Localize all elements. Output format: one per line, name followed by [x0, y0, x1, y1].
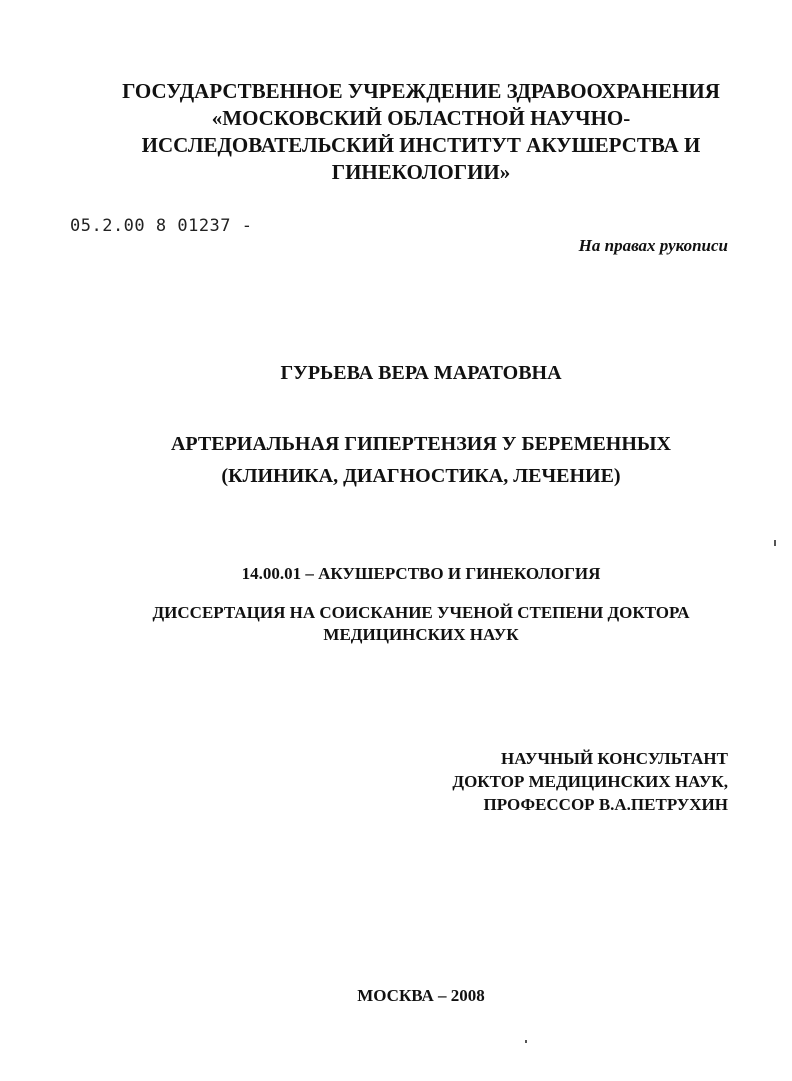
institution-line-4: ГИНЕКОЛОГИИ»: [331, 160, 511, 184]
consultant-name: ПРОФЕССОР В.А.ПЕТРУХИН: [483, 795, 728, 814]
institution-line-1: ГОСУДАРСТВЕННОЕ УЧРЕЖДЕНИЕ ЗДРАВООХРАНЕНИЯ: [122, 79, 720, 103]
city-year: МОСКВА – 2008: [357, 986, 485, 1005]
degree-line-2: МЕДИЦИНСКИХ НАУК: [323, 625, 519, 644]
title-line-2: (КЛИНИКА, ДИАГНОСТИКА, ЛЕЧЕНИЕ): [221, 465, 621, 487]
scan-speck: [774, 540, 776, 546]
consultant-role: НАУЧНЫЙ КОНСУЛЬТАНТ: [501, 749, 728, 768]
library-stamp-code: 05.2.00 8 01237 -: [70, 216, 253, 236]
author-name: ГУРЬЕВА ВЕРА МАРАТОВНА: [280, 362, 562, 384]
dissertation-title: [0, 428, 792, 492]
degree-line-1: ДИССЕРТАЦИЯ НА СОИСКАНИЕ УЧЕНОЙ СТЕПЕНИ ДОКТОРА: [152, 603, 690, 622]
institution-line-3: ИССЛЕДОВАТЕЛЬСКИЙ ИНСТИТУТ АКУШЕРСТВА И: [141, 133, 701, 157]
scan-speck: [525, 1040, 527, 1043]
dissertation-degree: [0, 602, 792, 646]
consultant-degree: ДОКТОР МЕДИЦИНСКИХ НАУК,: [452, 772, 728, 791]
rights-note: На правах рукописи: [578, 236, 728, 255]
title-line-1: АРТЕРИАЛЬНАЯ ГИПЕРТЕНЗИЯ У БЕРЕМЕННЫХ: [170, 433, 671, 455]
scientific-consultant: [452, 747, 728, 816]
institution-line-2: «МОСКОВСКИЙ ОБЛАСТНОЙ НАУЧНО-: [211, 106, 631, 130]
specialty-code: 14.00.01 – АКУШЕРСТВО И ГИНЕКОЛОГИЯ: [241, 564, 601, 583]
institution-header: [60, 78, 782, 186]
